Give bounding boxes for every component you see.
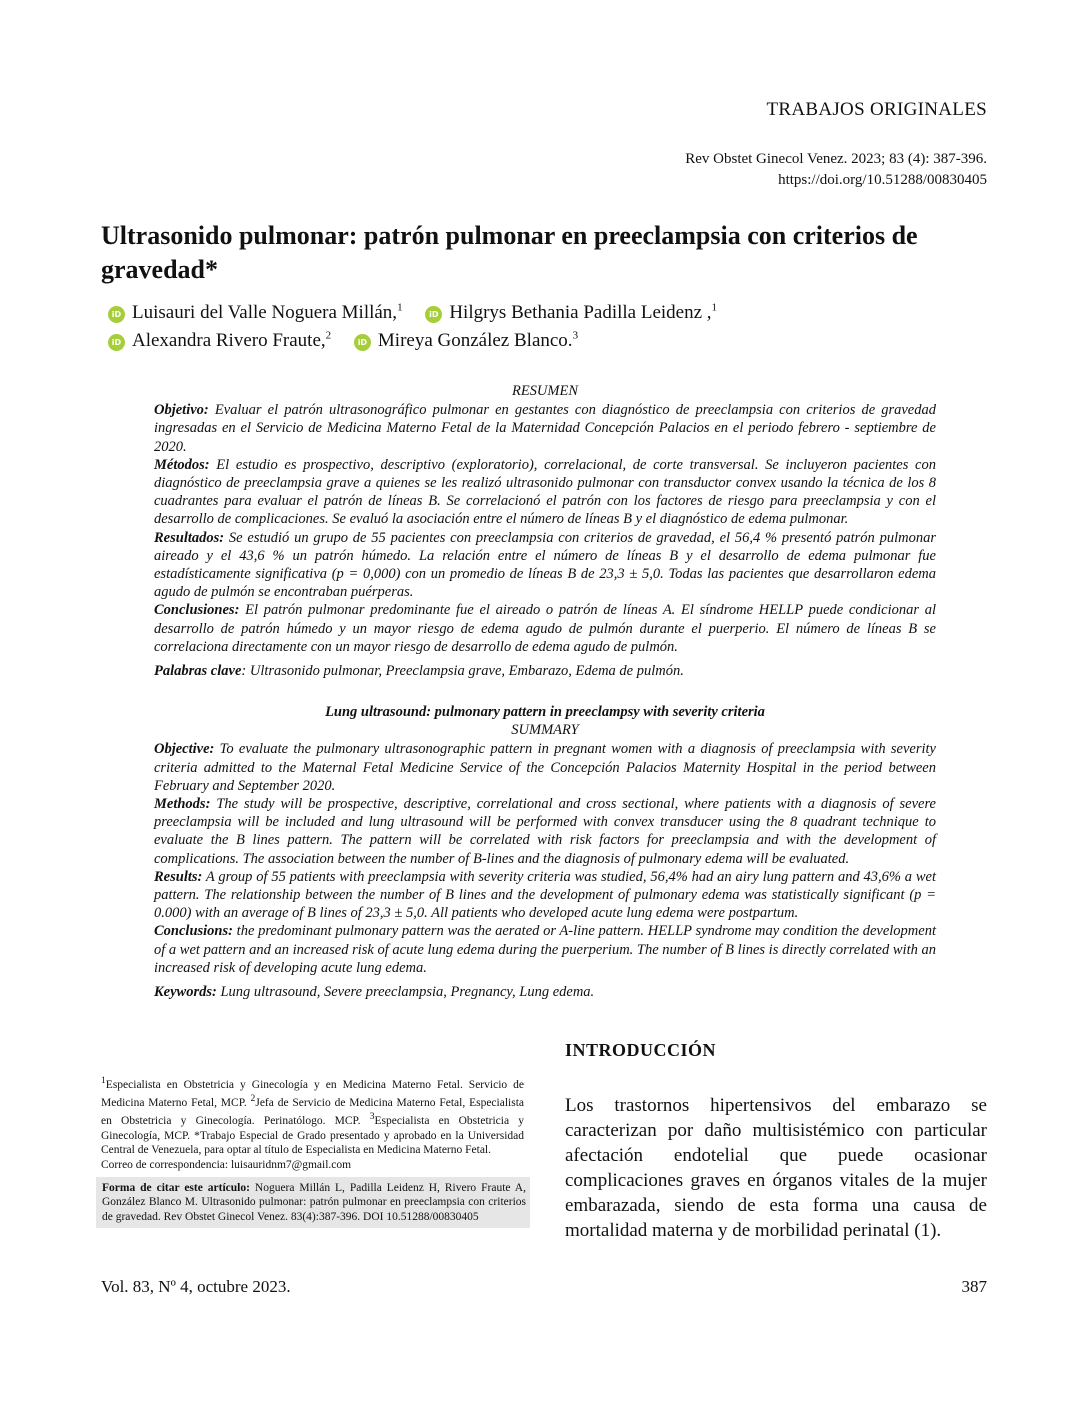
affiliation-1: Especialista en Obstetricia y Ginecología y en Medicina Materno Fetal. Servicio de Medicina Materno Fetal, MCP. (101, 1078, 524, 1110)
journal-citation-block (685, 149, 987, 191)
author-4 (354, 330, 578, 351)
how-to-cite-text: Noguera Millán L, Padilla Leidenz H, Rivero Fraute A, González Blanco M. Ultrasonido pulmonar: patrón pulmonar en preeclampsia con criterios de gravedad. Rev Obstet Ginecol Venez. 83(4):387-396. DOI 10.51288/00830405 (102, 1182, 526, 1223)
summary-conclusions (154, 922, 936, 977)
how-to-cite-box (96, 1177, 530, 1228)
author-3 (108, 330, 331, 351)
how-to-cite-label: Forma de citar este artículo: (102, 1182, 250, 1194)
keywords (154, 983, 936, 1001)
conclusiones-text: El patrón pulmonar predominante fue el aireado o patrón de líneas A. El síndrome HELLP puede condicionar al desarrollo de patrón húmedo y un mayor riesgo de edema agudo de pulmón durante el puerperio. El número de líneas B se correlaciona directamente con un mayor riesgo de desarrollo de edema agudo de pulmón. (154, 602, 936, 655)
affiliation-3: Especialista en Obstetricia y Ginecología, MCP. *Trabajo Especial de Grado presentado y aprobado en la Universidad Central de Venezuela, para optar al título de Especialista en Medicina Materno Fetal. (101, 1115, 524, 1157)
objetivo-label: Objetivo: (154, 402, 209, 419)
orcid-icon[interactable]: iD (425, 306, 442, 323)
doi-link[interactable]: https://doi.org/10.51288/00830405 (778, 172, 987, 188)
palabras-label: Palabras clave (154, 663, 242, 680)
affiliation-mark: 2 (325, 329, 332, 342)
orcid-icon[interactable]: iD (108, 334, 125, 351)
metodos-label: Métodos: (154, 456, 210, 473)
affiliation-mark: 1 (711, 301, 718, 314)
affiliation-2-mark: 2 (250, 1093, 256, 1105)
keywords-text: Lung ultrasound, Severe preeclampsia, Pregnancy, Lung edema. (216, 984, 595, 1001)
affiliation-mark: 3 (572, 329, 579, 342)
conclusiones-label: Conclusiones: (154, 602, 240, 619)
author-1 (108, 302, 403, 323)
author-name: Mireya González Blanco. (377, 330, 573, 351)
section-label: TRABAJOS ORIGINALES (766, 99, 987, 120)
author-name: Luisauri del Valle Noguera Millán, (132, 302, 398, 323)
resumen-heading: RESUMEN (511, 383, 579, 399)
author-2 (425, 302, 717, 323)
resumen-metodos (154, 456, 936, 529)
correspondence-email[interactable]: Correo de correspondencia: luisauridnm7@gmail.com (101, 1158, 352, 1171)
article-title: Ultrasonido pulmonar: patrón pulmonar en preeclampsia con criterios de gravedad* (101, 221, 918, 284)
affiliation-mark: 1 (397, 301, 403, 314)
orcid-icon[interactable]: iD (354, 334, 371, 351)
methods-label: Methods: (154, 796, 211, 813)
summary-heading: SUMMARY (511, 722, 579, 739)
journal-citation: Rev Obstet Ginecol Venez. 2023; 83 (4): 387-396. (685, 151, 987, 167)
summary-methods (154, 795, 936, 868)
palabras-text: : Ultrasonido pulmonar, Preeclampsia grave, Embarazo, Edema de pulmón. (241, 663, 684, 680)
palabras-clave (154, 662, 936, 680)
objective-label: Objective: (154, 741, 215, 758)
summary-results (154, 868, 936, 923)
affiliation-3-mark: 3 (369, 1111, 375, 1123)
affiliation-1-mark: 1 (101, 1075, 106, 1086)
objetivo-text: Evaluar el patrón ultrasonográfico pulmonar en gestantes con diagnóstico de preeclampsia con criterios de gravedad ingresadas en el Servicio de Medicina Materno Fetal de la Maternidad Concepción Palacios en el periodo febrero - septiembre de 2020. (154, 402, 936, 455)
summary-objective (154, 740, 936, 795)
resumen-resultados (154, 529, 936, 602)
author-list (108, 299, 988, 355)
methods-text: The study will be prospective, descriptive, correlational and cross sectional, where patients with a diagnosis of severe preeclampsia will be included and lung ultrasound will be performed with convex transducer using the 8 quadrant technique to evaluate the B lines pattern. The pattern will be correlated with risk factors for preeclampsia and with the development of complications. The association between the number of B-lines and the diagnosis of pulmonary edema will be evaluated. (154, 796, 936, 867)
footer-volume: Vol. 83, Nº 4, octubre 2023. (101, 1277, 291, 1296)
introduction-heading: INTRODUCCIÓN (565, 1040, 717, 1060)
resumen-objetivo (154, 401, 936, 456)
introduction-body: Los trastornos hipertensivos del embarazo se caracterizan por daño multisistémico con particular afectación endotelial que puede ocasionar complicaciones graves en órganos vitales de la mujer embarazada, siendo de esta forma una causa de mortalidad materna y de morbilidad perinatal (1). (565, 1095, 987, 1241)
resumen-conclusiones (154, 601, 936, 656)
results-label: Results: (154, 868, 203, 885)
affiliations-footnote (101, 1074, 524, 1172)
english-title: Lung ultrasound: pulmonary pattern in preeclampsy with severity criteria (325, 704, 765, 720)
objective-text: To evaluate the pulmonary ultrasonographic pattern in pregnant women with a diagnosis of preeclampsia with severity criteria admitted to the Maternal Fetal Medicine Service of the Concepción Palacios Maternity Hospital in the period between February and September 2020. (154, 741, 936, 794)
page-number: 387 (961, 1277, 987, 1296)
affiliation-2: Jefa de Servicio de Medicina Materno Fetal, Especialista en Obstetricia y Ginecología. Perinatólogo. MCP. (101, 1097, 524, 1128)
author-name: Alexandra Rivero Fraute, (132, 330, 326, 351)
results-text: A group of 55 patients with preeclampsia with severity criteria was studied, 56,4% had an airy lung pattern and 43,6% a wet pattern. The relationship between the number of B lines and the development of pulmonary edema was statistically significant (p = 0.000) with an average of B lines of 23,3 ± 5,0. All patients who developed acute lung edema were postpartum. (154, 868, 936, 922)
keywords-label: Keywords: (154, 984, 217, 1001)
orcid-icon[interactable]: iD (108, 306, 125, 323)
conclusions-label: Conclusions: (154, 923, 233, 940)
metodos-text: El estudio es prospectivo, descriptivo (exploratorio), correlacional, de corte transversal. Se incluyeron pacientes con diagnóstico de preeclampsia grave a quienes se les realizó ultrasonido pulmonar con transductor convex usando la técnica de los 8 cuadrantes para evaluar el patrón de líneas B. Se correlacionó el patrón con los factores de riesgo para preeclampsia y con el desarrollo de complicaciones. Se evaluó la asociación entre el número de líneas B y el diagnóstico de edema pulmonar. (154, 456, 936, 528)
resultados-text: Se estudió un grupo de 55 pacientes con preeclampsia con criterios de gravedad, el 56,4 % presentó patrón pulmonar aireado y el 43,6 % un patrón húmedo. La relación entre el número de líneas B y el desarrollo de edema pulmonar fue estadísticamente significativa (p = 0,000) con un promedio de líneas B de 23,3 ± 5,0. Todas las pacientes que desarrollaron edema agudo de pulmón se encontraban puérperas. (154, 529, 936, 601)
resumen-block (154, 382, 936, 680)
conclusions-text: the predominant pulmonary pattern was the aerated or A-line pattern. HELLP syndrome may condition the development of a wet pattern and an increased risk of acute lung edema during the puerperium. The number of B lines is directly correlated with an increased risk of developing acute lung edema. (154, 923, 936, 976)
author-name: Hilgrys Bethania Padilla Leidenz , (449, 302, 712, 323)
summary-block (154, 703, 936, 1001)
resultados-label: Resultados: (154, 529, 225, 546)
